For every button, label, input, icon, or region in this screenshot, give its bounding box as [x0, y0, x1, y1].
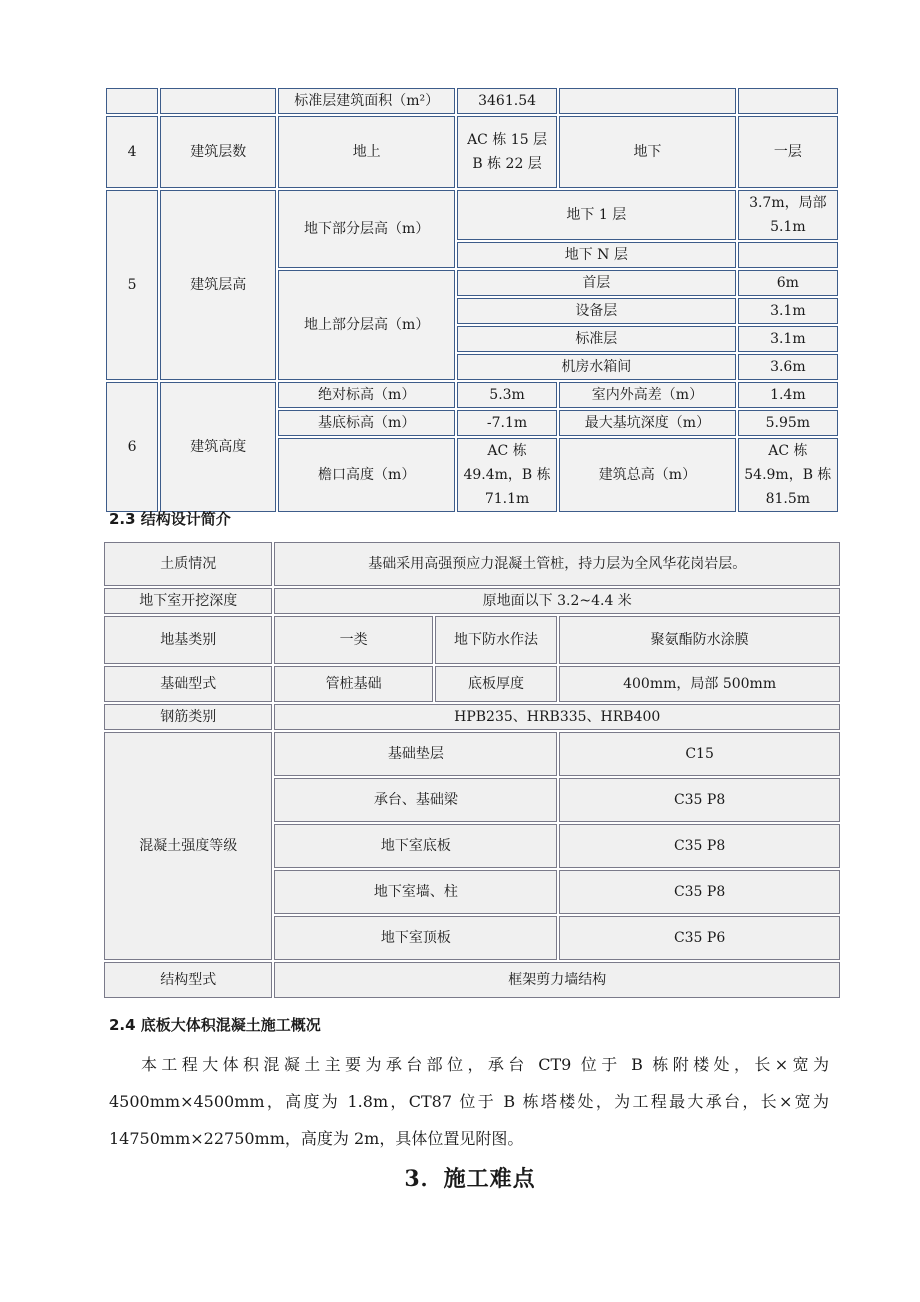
table-cell: 标准层 [457, 326, 736, 352]
table-row [104, 962, 840, 998]
table-cell: 地下室顶板 [274, 916, 557, 960]
table-cell: 5 [106, 190, 158, 380]
table-cell: 地下 [559, 116, 735, 188]
table-cell: 建筑层数 [160, 116, 276, 188]
section-heading: 2.4 底板大体积混凝土施工概况 [109, 1016, 321, 1034]
table-row [104, 666, 840, 702]
table-cell: 基础垫层 [274, 732, 557, 776]
table-row [106, 88, 838, 114]
table-cell: 基础型式 [104, 666, 272, 702]
table-cell [559, 88, 735, 114]
table-cell: 设备层 [457, 298, 736, 324]
table-cell: 基底标高（m） [278, 410, 454, 436]
table-cell: 6m [738, 270, 838, 296]
table-cell: 室内外高差（m） [559, 382, 735, 408]
table-cell: 3.6m [738, 354, 838, 380]
table-cell [106, 88, 158, 114]
table-cell: C35 P8 [559, 778, 840, 822]
table-cell: 一类 [274, 616, 432, 664]
table-cell: 原地面以下 3.2~4.4 米 [274, 588, 840, 614]
table-cell [160, 88, 276, 114]
table-cell: 1.4m [738, 382, 838, 408]
table-row [104, 732, 840, 776]
table-cell: 地下防水作法 [435, 616, 557, 664]
table-cell: 聚氨酯防水涂膜 [559, 616, 840, 664]
table-cell: 地下室墙、柱 [274, 870, 557, 914]
table-cell: 混凝土强度等级 [104, 732, 272, 960]
table-cell: 地下 N 层 [457, 242, 736, 268]
table-row [104, 616, 840, 664]
table-cell: 首层 [457, 270, 736, 296]
table-cell: 最大基坑深度（m） [559, 410, 735, 436]
table-cell: C35 P8 [559, 824, 840, 868]
table-cell: 管桩基础 [274, 666, 432, 702]
table-cell: C35 P8 [559, 870, 840, 914]
table-cell: 6 [106, 382, 158, 512]
table-cell: 地上 [278, 116, 454, 188]
table-cell: 一层 [738, 116, 838, 188]
section-heading: 2.3 结构设计简介 [109, 510, 231, 528]
table-cell: 400mm，局部 500mm [559, 666, 840, 702]
structure-design-table [102, 540, 842, 1000]
table-cell: C15 [559, 732, 840, 776]
table-cell: 3.1m [738, 326, 838, 352]
table-cell: 地下室开挖深度 [104, 588, 272, 614]
table-row [106, 190, 838, 240]
table-cell: 基础采用高强预应力混凝土管桩，持力层为全风华花岗岩层。 [274, 542, 840, 586]
table-cell: 地下室底板 [274, 824, 557, 868]
table-cell: 底板厚度 [435, 666, 557, 702]
body-paragraph: 本工程大体积混凝土主要为承台部位，承台 CT9 位于 B 栋附楼处，长×宽为4500mm×4500mm，高度为 1.8m，CT87 位于 B 栋塔楼处，为工程最大承台，长×宽为14750mm×22750mm，高度为 2m，具体位置见附图。 [109, 1055, 829, 1148]
table-cell: 建筑总高（m） [559, 438, 735, 512]
table-cell: 3.1m [738, 298, 838, 324]
table-cell: 结构型式 [104, 962, 272, 998]
table-cell: AC 栋 49.4m，B 栋 71.1m [457, 438, 557, 512]
table-row [106, 382, 838, 408]
table-cell: HPB235、HRB335、HRB400 [274, 704, 840, 730]
table-cell: 4 [106, 116, 158, 188]
table-cell: 5.3m [457, 382, 557, 408]
table-cell: 3.7m，局部 5.1m [738, 190, 838, 240]
table-row [104, 588, 840, 614]
table-cell: 承台、基础梁 [274, 778, 557, 822]
table-cell: 钢筋类别 [104, 704, 272, 730]
table-cell [738, 88, 838, 114]
table-row [104, 542, 840, 586]
table-row [104, 704, 840, 730]
table-cell: C35 P6 [559, 916, 840, 960]
table-cell: 5.95m [738, 410, 838, 436]
table-cell: 建筑层高 [160, 190, 276, 380]
chapter-title: 3．施工难点 [404, 1166, 536, 1192]
table-cell: AC 栋 15 层 B 栋 22 层 [457, 116, 557, 188]
table-row [106, 116, 838, 188]
table-cell: 地下 1 层 [457, 190, 736, 240]
table-cell: 绝对标高（m） [278, 382, 454, 408]
table-cell [738, 242, 838, 268]
table-cell: 机房水箱间 [457, 354, 736, 380]
table-cell: 框架剪力墙结构 [274, 962, 840, 998]
table-cell: 3461.54 [457, 88, 557, 114]
table-cell: 地基类别 [104, 616, 272, 664]
building-info-table [104, 86, 840, 514]
table-cell: 土质情况 [104, 542, 272, 586]
table-cell: 地上部分层高（m） [278, 270, 454, 380]
table-cell: 建筑高度 [160, 382, 276, 512]
table-cell: 地下部分层高（m） [278, 190, 454, 268]
table-cell: 檐口高度（m） [278, 438, 454, 512]
table-cell: 标准层建筑面积（m²） [278, 88, 454, 114]
table-cell: AC 栋 54.9m，B 栋 81.5m [738, 438, 838, 512]
table-cell: -7.1m [457, 410, 557, 436]
